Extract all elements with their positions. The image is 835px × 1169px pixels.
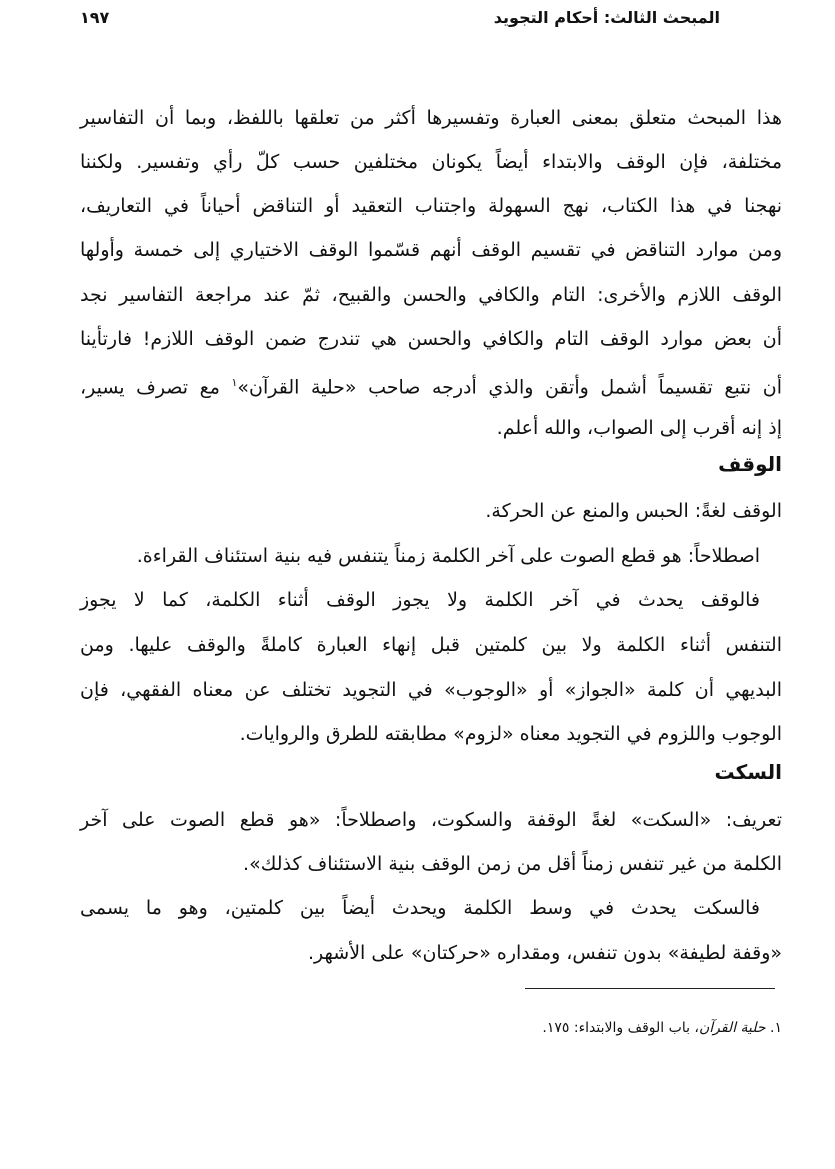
text-line (80, 368, 782, 402)
footnote (542, 1020, 782, 1036)
section-heading-sakt: السكت (714, 760, 782, 784)
text-line: نهجنا في هذا الكتاب، نهج السهولة واجتناب التعقيد أو التناقض أحياناً في التعاريف، (80, 195, 782, 217)
running-header-title: المبحث الثالث: أحكام التجويد (493, 8, 720, 27)
text-line: «وقفة لطيفة» بدون تنفس، ومقداره «حركتان» على الأشهر. (308, 942, 782, 964)
footnote-text: ، باب الوقف والابتداء: ١٧٥. (542, 1020, 699, 1036)
footnote-divider (525, 988, 775, 989)
section-heading-waqf: الوقف (718, 452, 782, 476)
text-line: أن بعض موارد الوقف التام والكافي والحسن هي تندرج ضمن الوقف اللازم! فارتأينا (80, 328, 782, 350)
text-line: التنفس أثناء الكلمة ولا بين كلمتين قبل إنهاء العبارة كاملةً والوقف عليها. ومن (80, 634, 782, 656)
text-line: الوقف لغةً: الحبس والمنع عن الحركة. (485, 500, 782, 522)
text-line: الكلمة من غير تنفس زمناً أقل من زمن الوقف بنية الاستئناف كذلك». (243, 853, 782, 875)
text-line: اصطلاحاً: هو قطع الصوت على آخر الكلمة زمناً يتنفس فيه بنية استئناف القراءة. (136, 545, 760, 567)
footnote-source-title: حلية القرآن (698, 1020, 766, 1036)
text-segment: أن نتبع تقسيماً أشمل وأتقن والذي أدرجه صاحب «حلية القرآن» (237, 376, 782, 399)
text-line: مختلفة، فإن الوقف والابتداء أيضاً يكونان مختلفين حسب كلّ رأي وتفسير. ولكننا (80, 151, 782, 173)
text-segment: مع تصرف يسير، (80, 376, 220, 399)
text-line: الوقف اللازم والأخرى: التام والكافي والحسن والقبيح، ثمّ عند مراجعة التفاسير نجد (80, 284, 782, 306)
text-line: هذا المبحث متعلق بمعنى العبارة وتفسيرها أكثر من تعلقها باللفظ، وبما أن التفاسير (80, 107, 782, 129)
footnote-ref[interactable]: ١ (231, 376, 238, 389)
footnote-number: ١. (770, 1020, 782, 1036)
text-line: البديهي أن كلمة «الجواز» أو «الوجوب» في التجويد تختلف عن معناه الفقهي، فإن (80, 679, 782, 701)
text-line: فالسكت يحدث في وسط الكلمة ويحدث أيضاً بين كلمتين، وهو ما يسمى (80, 897, 760, 919)
text-line: تعريف: «السكت» لغةً الوقفة والسكوت، واصطلاحاً: «هو قطع الصوت على آخر (80, 809, 782, 831)
text-line: إذ إنه أقرب إلى الصواب، والله أعلم. (496, 417, 782, 439)
text-line: فالوقف يحدث في آخر الكلمة ولا يجوز الوقف أثناء الكلمة، كما لا يجوز (80, 589, 760, 611)
page-number: ١٩٧ (80, 8, 110, 27)
text-line: الوجوب واللزوم في التجويد معناه «لزوم» مطابقته للطرق والروايات. (239, 723, 782, 745)
text-line: ومن موارد التناقض في تقسيم الوقف أنهم قسّموا الوقف الاختياري إلى خمسة وأولها (80, 239, 782, 261)
